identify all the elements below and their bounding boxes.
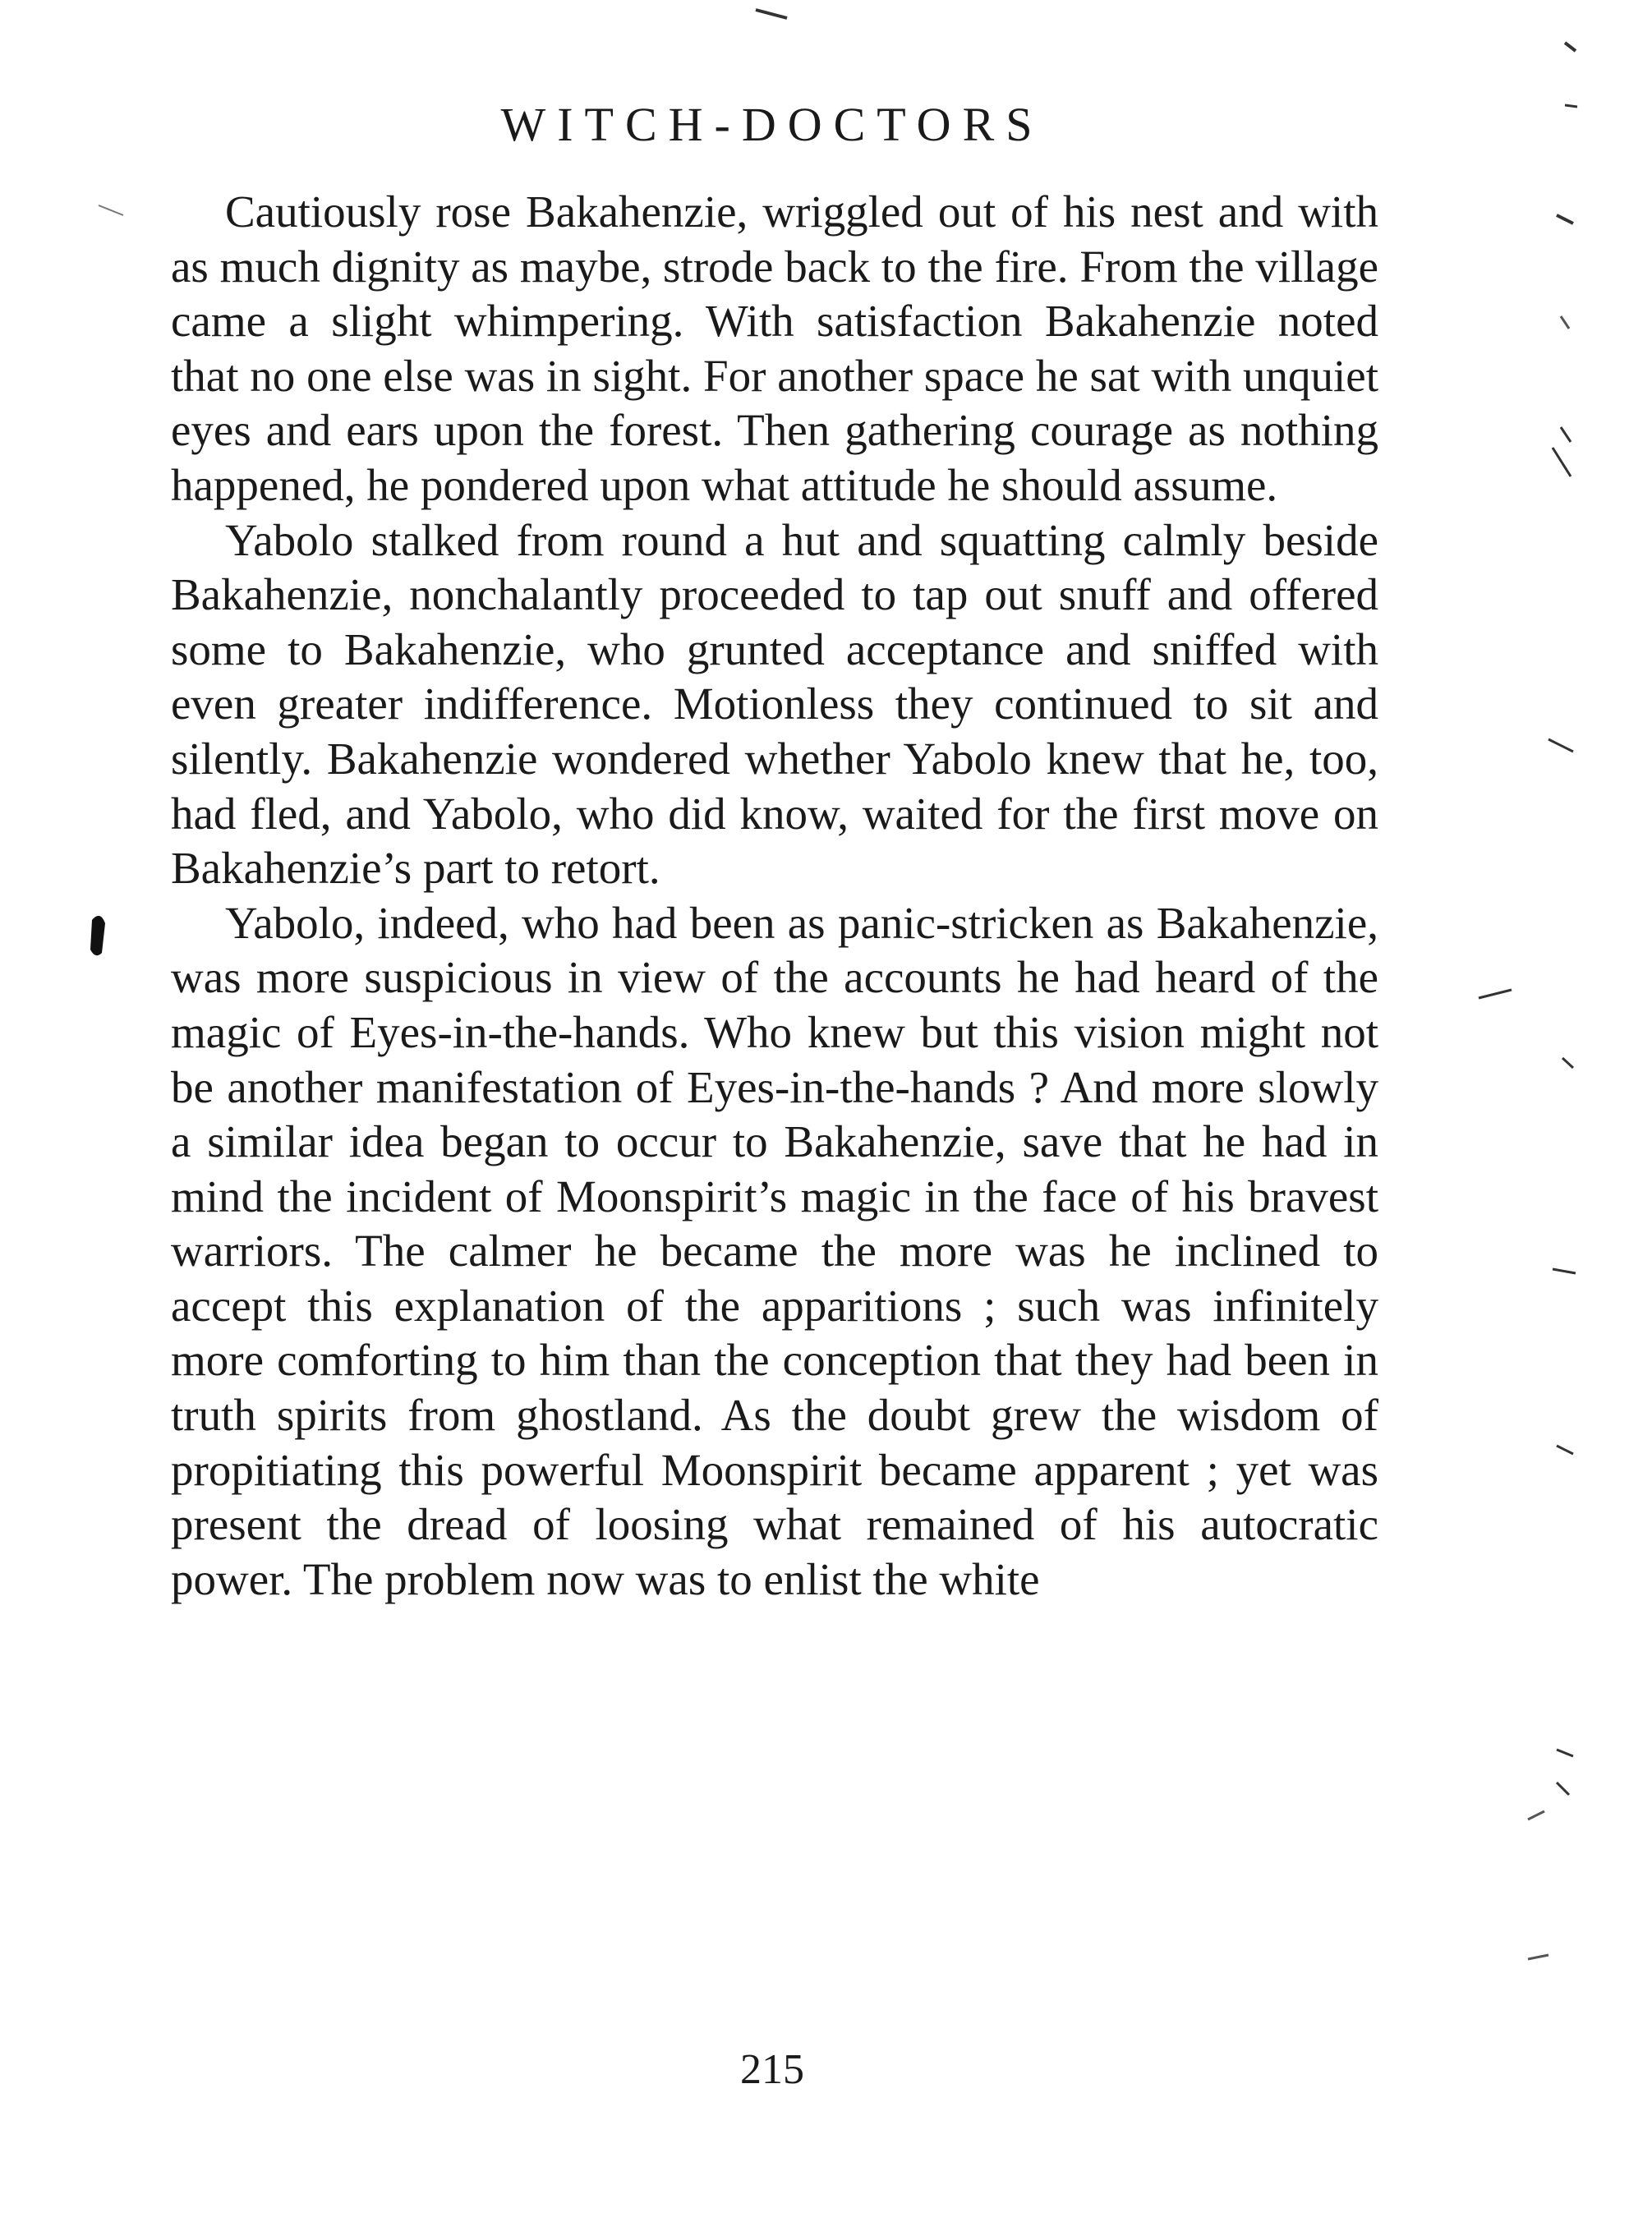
paragraph: Yabolo stalked from round a hut and squatting calmly beside Bakahenzie, nonchalantly proceeded to tap out snuff and offered some to Bakahenzie, who grunted acceptance and sniffed with even greater indifference. Motionless they continued to sit and silently. Bakahenzie wondered whether Yabolo knew that he, too, had fled, and Yabolo, who did know, waited for the first move on Bakahenzie’s part to retort.: [171, 514, 1378, 894]
running-head: WITCH-DOCTORS: [500, 98, 1044, 151]
paragraph: Yabolo, indeed, who had been as panic-stricken as Bakahenzie, was more suspicious in view of the accounts he had heard of the magic of Eyes-in-the-hands. Who knew but this vision might not be another manifestation of Eyes-in-the-hands ? And more slowly a similar idea began to occur to Bakahenzie, save that he had in mind the incident of Moonspirit’s magic in the face of his bravest warriors. The calmer he became the more was he inclined to accept this explanation of the apparitions ; such was infinitely more comforting to him than the conception that they had been in truth spirits from ghostland. As the doubt grew the wisdom of propitiating this powerful Moonspirit became apparent ; yet was present the dread of loosing what remained of his autocratic power. The problem now was to enlist the white: [171, 897, 1378, 1604]
page-number: 215: [740, 2046, 804, 2093]
paragraph: Cautiously rose Bakahenzie, wriggled out of his nest and with as much dignity as maybe, strode back to the fire. From the village came a slight whimpering. With satisfaction Bakahenzie noted that no one else was in sight. For another space he sat with unquiet eyes and ears upon the forest. Then gathering courage as nothing happened, he pondered upon what attitude he should assume.: [171, 186, 1378, 510]
ink-blot: [90, 916, 105, 955]
